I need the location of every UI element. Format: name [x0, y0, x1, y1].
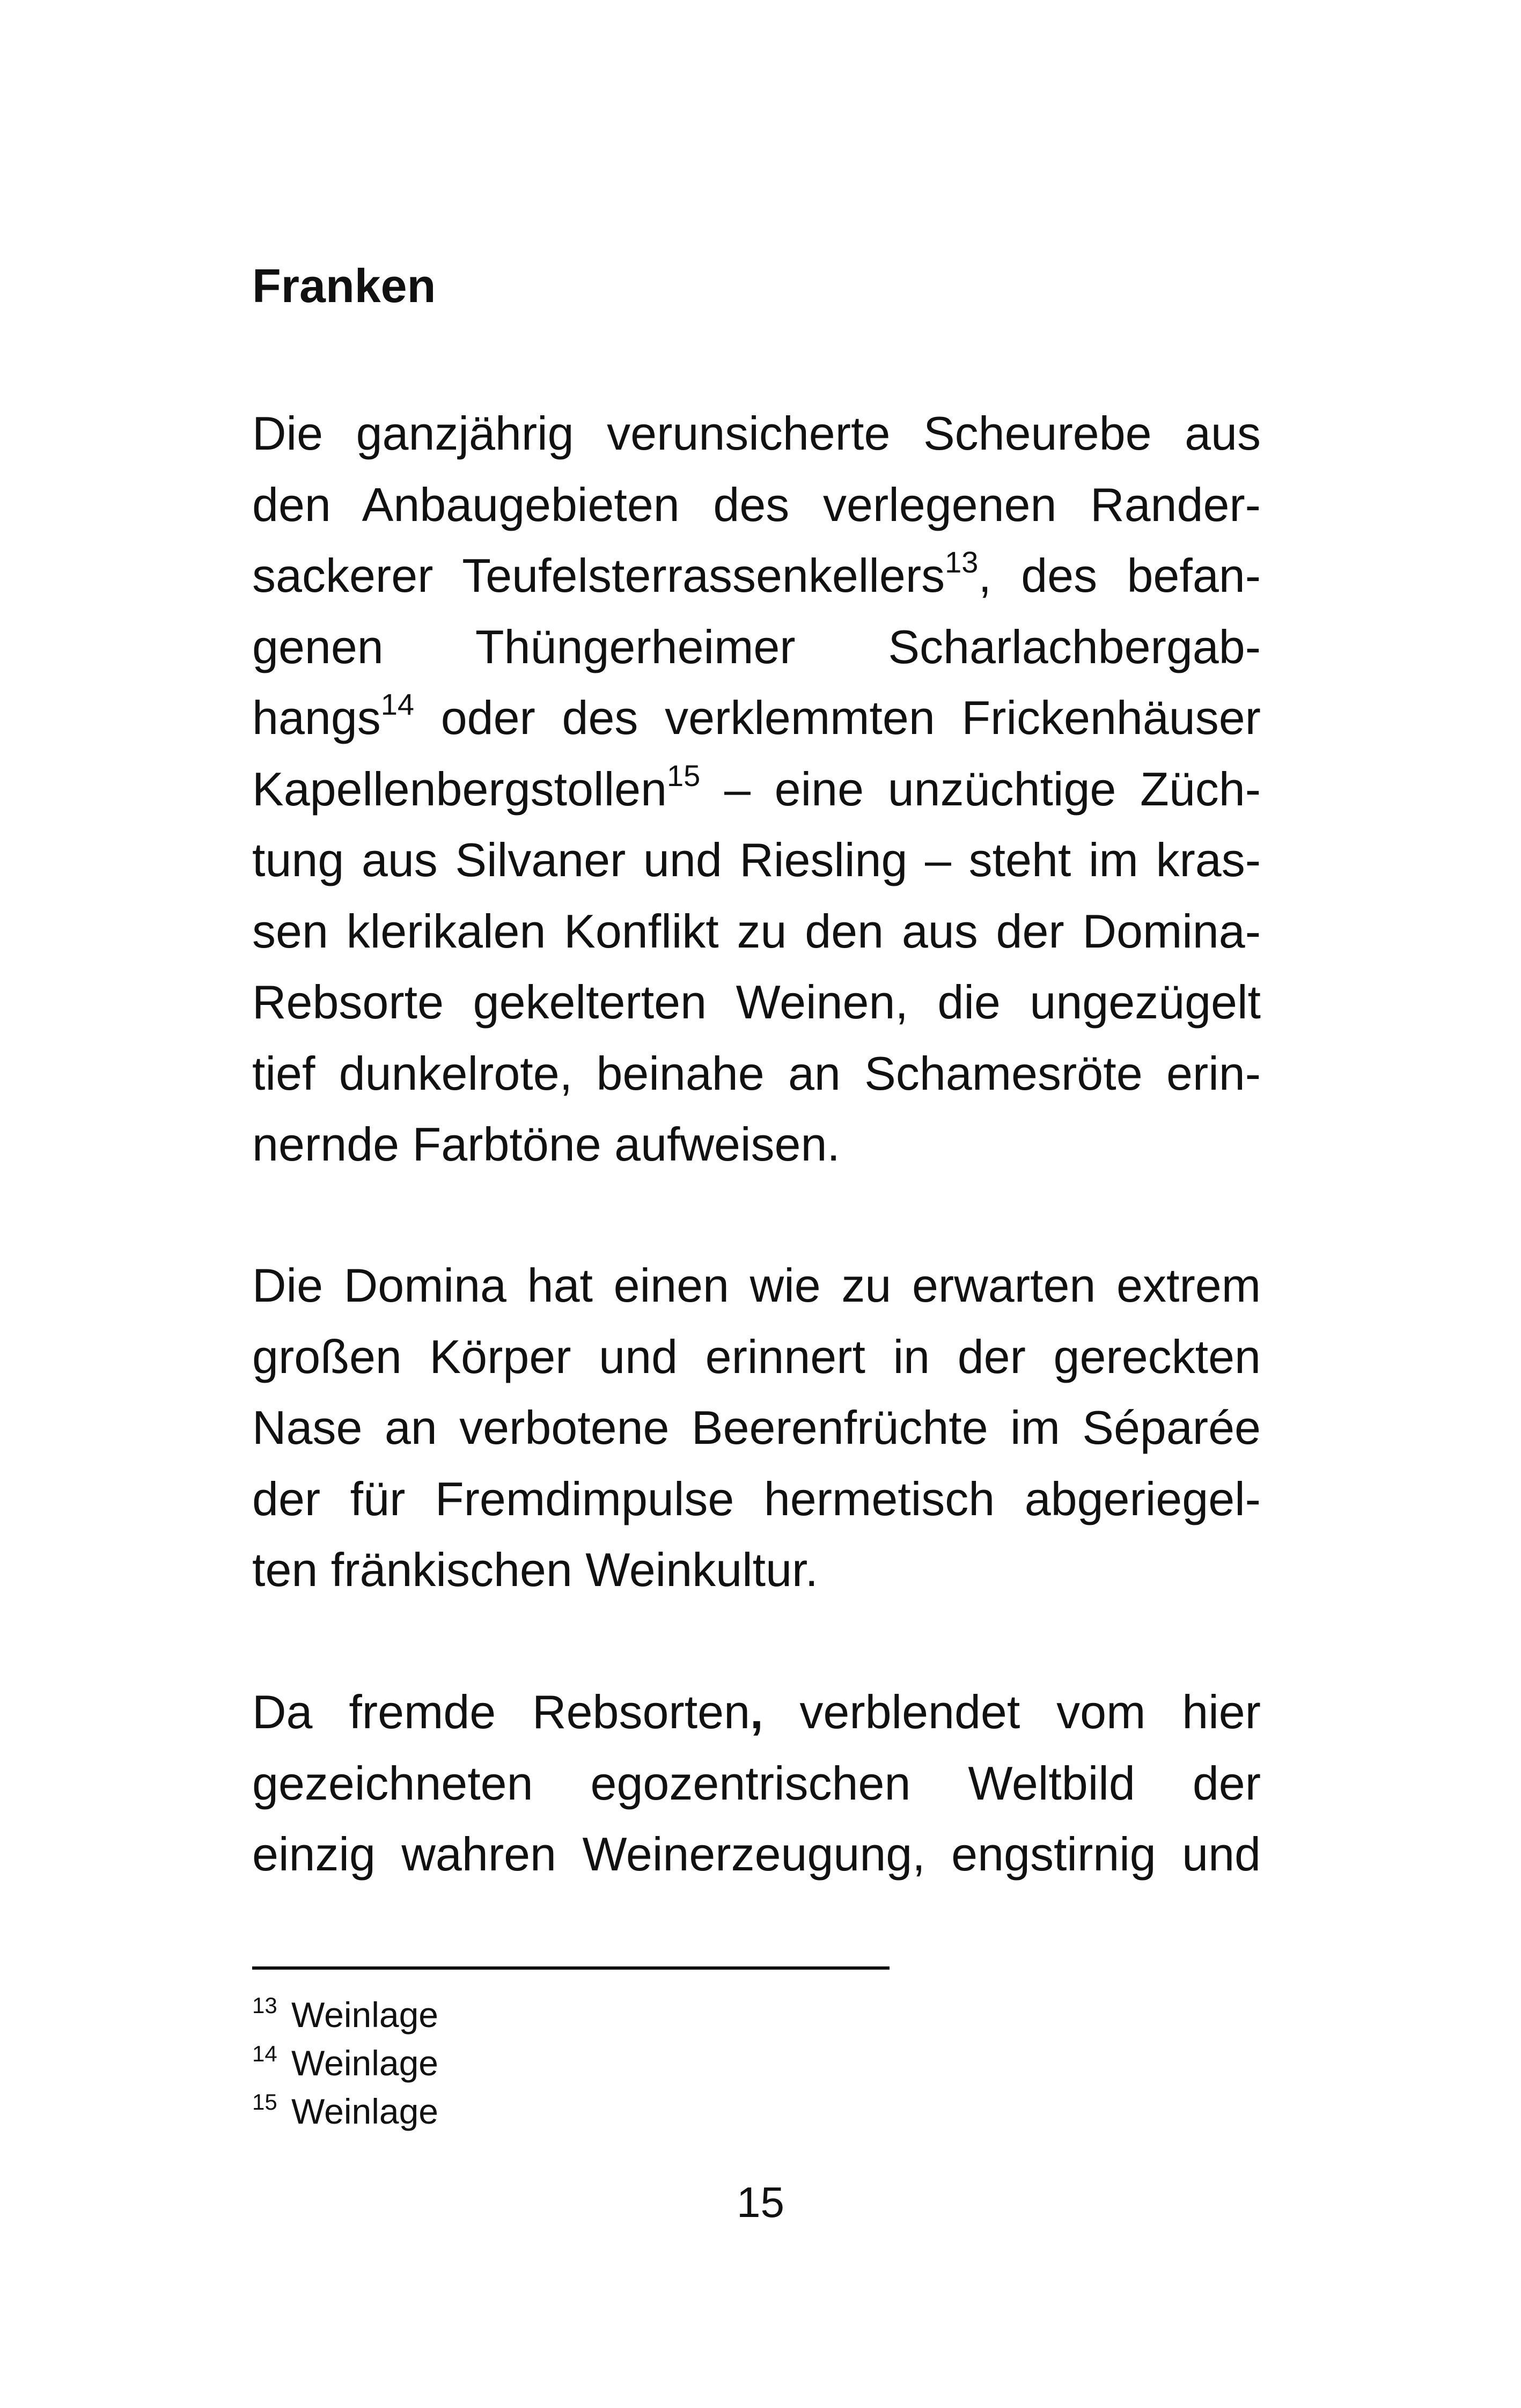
paragraph-2	[252, 1250, 1261, 1606]
paragraph-line: der für Fremdimpulse hermetisch abgeriegel-	[252, 1472, 1261, 1525]
paragraph-line: Die ganzjährig verunsicherte Scheurebe aus	[252, 407, 1261, 460]
paragraph-line: einzig wahren Weinerzeugung, engstirnig und	[252, 1827, 1261, 1881]
line-text: Da fremde Rebsorten	[252, 1685, 751, 1738]
line-text: verblendet vom hier	[763, 1685, 1261, 1738]
footnote-ref-15[interactable]: 15	[667, 758, 701, 792]
paragraph-line: Nase an verbotene Beerenfrüchte im Séparée	[252, 1401, 1261, 1454]
paragraph-line: nernde Farbtöne aufweisen.	[252, 1118, 840, 1171]
paragraph-line	[252, 540, 1261, 612]
footnote-text: Weinlage	[281, 1995, 439, 2035]
footnote-ref-13[interactable]: 13	[945, 545, 979, 579]
footnote-text: Weinlage	[281, 2091, 439, 2131]
footnote-number: 14	[252, 2041, 277, 2066]
line-text: – eine unzüchtige Züch-	[700, 762, 1261, 816]
paragraph-line: genen Thüngerheimer Scharlachbergab-	[252, 620, 1261, 673]
footnote-13	[252, 1991, 438, 2039]
bold-comma: ,	[750, 1685, 763, 1738]
footnote-divider	[252, 1966, 890, 1970]
footnote-number: 13	[252, 1993, 277, 2018]
footnote-text: Weinlage	[281, 2043, 439, 2083]
paragraph-line: tung aus Silvaner und Riesling – steht im kras-	[252, 833, 1261, 886]
paragraph-1	[252, 398, 1261, 1180]
paragraph-line: ten fränkischen Weinkultur.	[252, 1543, 818, 1596]
paragraph-line	[252, 682, 1261, 754]
line-text: sackerer Teufelsterrassenkellers	[252, 549, 945, 602]
paragraph-3	[252, 1677, 1261, 1890]
paragraph-line: sen klerikalen Konflikt zu den aus der Domina-	[252, 904, 1261, 958]
paragraph-line: Die Domina hat einen wie zu erwarten extrem	[252, 1259, 1261, 1312]
paragraph-line	[252, 754, 1261, 825]
paragraph-line: den Anbaugebieten des verlegenen Rander-	[252, 478, 1261, 531]
paragraph-line: Rebsorte gekelterten Weinen, die ungezügelt	[252, 975, 1261, 1029]
paragraph-line	[252, 1677, 1261, 1748]
footnote-list	[252, 1991, 438, 2135]
line-text: , des befan-	[978, 549, 1261, 602]
paragraph-line: großen Körper und erinnert in der gereckten	[252, 1330, 1261, 1383]
section-heading: Franken	[252, 259, 436, 312]
page-number: 15	[737, 2178, 784, 2226]
line-text: Kapellenbergstollen	[252, 762, 667, 816]
footnote-15	[252, 2087, 438, 2135]
paragraph-line: tief dunkelrote, beinahe an Schamesröte erin-	[252, 1046, 1261, 1100]
footnote-ref-14[interactable]: 14	[380, 687, 415, 721]
line-text: oder des verklemmten Frickenhäuser	[414, 691, 1261, 744]
footnote-14	[252, 2039, 438, 2087]
paragraph-line: gezeichneten egozentrischen Weltbild der	[252, 1756, 1261, 1810]
line-text: hangs	[252, 691, 381, 744]
footnote-number: 15	[252, 2089, 277, 2115]
